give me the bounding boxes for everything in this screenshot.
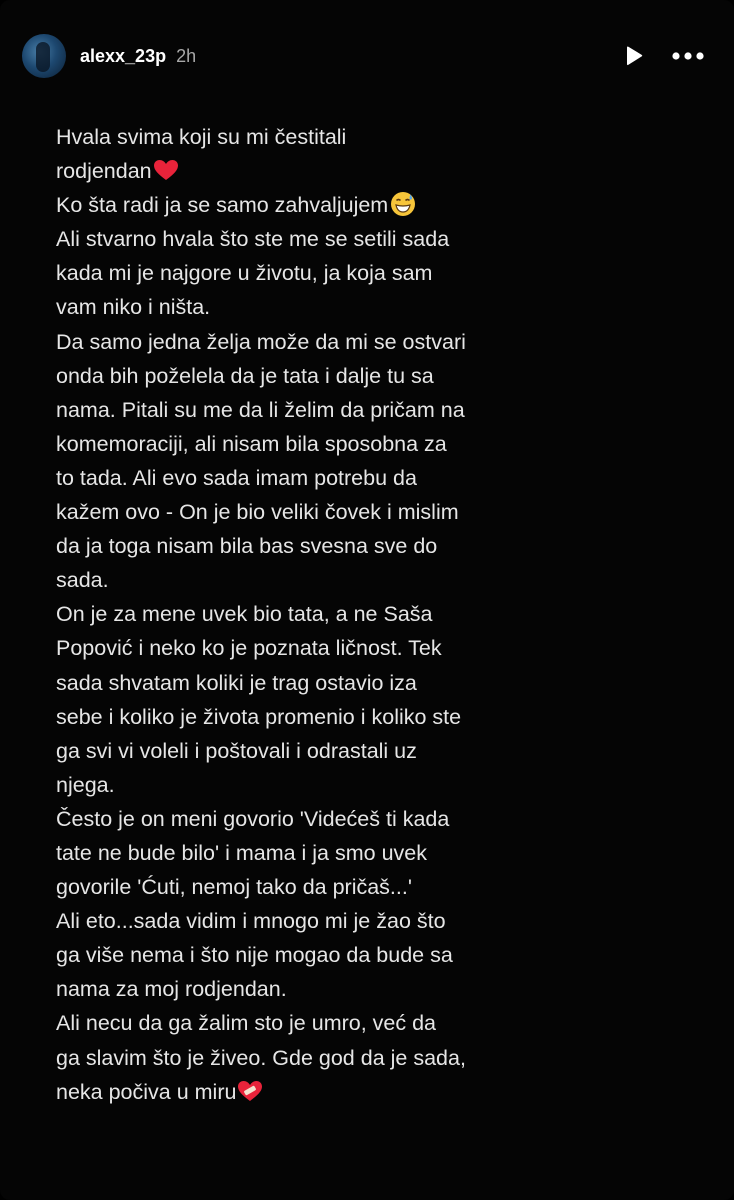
username[interactable]: alexx_23p: [80, 45, 167, 66]
story-text: [56, 120, 576, 1109]
red-heart-icon: [153, 159, 179, 181]
mending-heart-icon: [237, 1080, 263, 1102]
text-part-3: Ali stvarno hvala što ste me se setili sada kada mi je najgore u životu, ja koja sam vam niko i ništa. Da samo jedna želja može da mi se ostvari onda bih poželela da je tata i dalje tu sa nama. Pitali su me da li želim da pričam na komemoraciji, ali nisam bila sposobna za to tada. Ali evo sada imam potrebu da kažem ovo - On je bio veliki čovek i mislim da ja toga nisam bila bas svesna sve do sada. On je za mene uvek bio tata, a ne Saša Popović i neko ko je poznata ličnost. Tek sada shvatam koliki je trag ostavio iza sebe i koliko je života promenio i koliko ste ga svi vi voleli i poštovali i odrastali uz njega. Često je on meni govorio 'Videćeš ti kada tate ne bude bilo' i mama i ja smo uvek govorile 'Ćuti, nemoj tako da pričaš...' Ali eto...sada vidim i mnogo mi je žao što ga više nema i što nije mogao da bude sa nama za moj rodjendan. Ali necu da ga žalim sto je umro, već da ga slavim što je živeo. Gde god da je sada, neka počiva u miru: [56, 227, 466, 1104]
text-part-1: Hvala svima koji su mi čestitali rodjendan: [56, 125, 347, 184]
grinning-sweat-face-icon: [390, 191, 416, 217]
story-controls: [622, 45, 704, 67]
avatar[interactable]: [22, 34, 66, 78]
text-part-2: Ko šta radi ja se samo zahvaljujem: [56, 193, 389, 218]
more-options-icon[interactable]: [672, 50, 704, 62]
play-icon[interactable]: [622, 45, 644, 67]
post-time: 2h: [176, 45, 197, 66]
story-header: [22, 32, 704, 80]
